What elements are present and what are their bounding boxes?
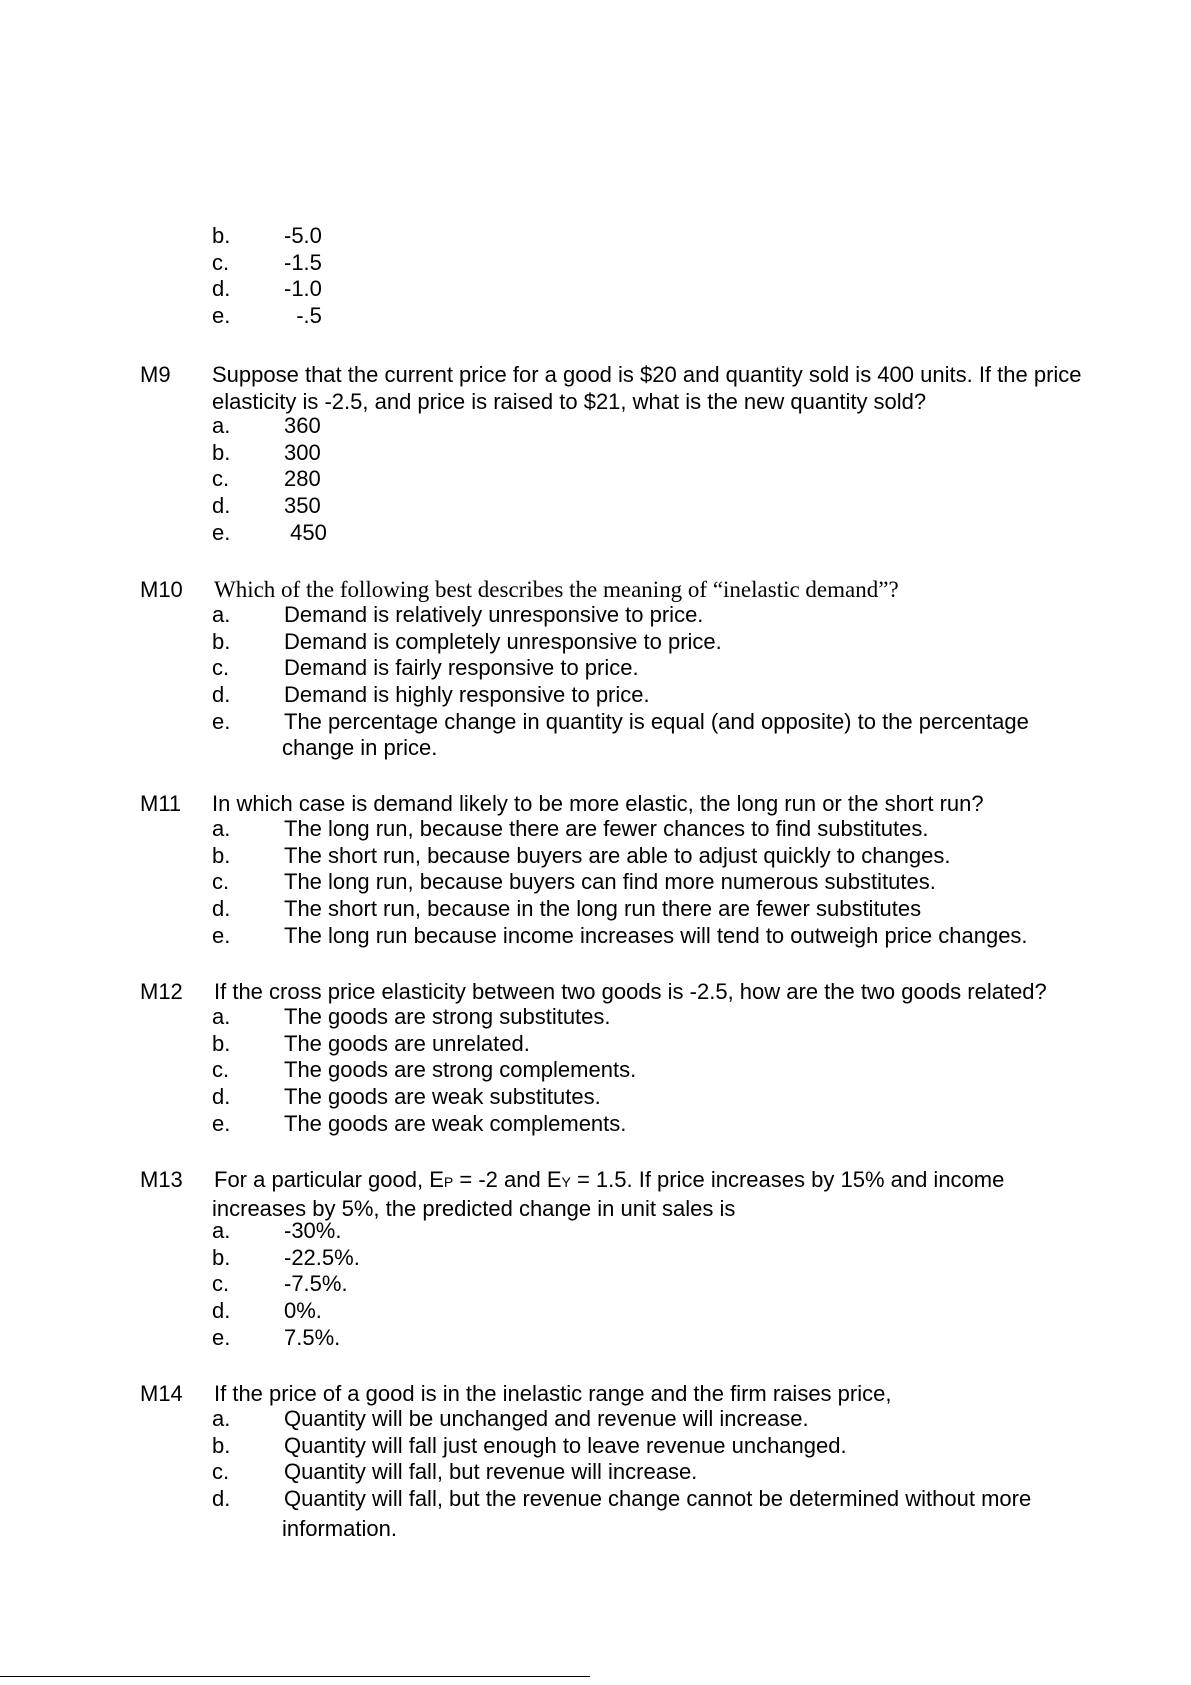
option-letter: e. <box>212 708 231 734</box>
question-line: elasticity is -2.5, and price is raised to $21, what is the new quantity sold? <box>212 388 927 414</box>
option <box>212 1218 360 1245</box>
option-text: -30%. <box>284 1218 342 1243</box>
option-letter: e. <box>212 922 231 948</box>
option-text: 350 <box>284 493 321 519</box>
question-text <box>214 1167 1184 1222</box>
question-number: M14 <box>140 1381 183 1406</box>
option-letter: a. <box>212 816 231 841</box>
option-text: -1.0 <box>284 276 322 302</box>
option-text: -5.0 <box>284 223 322 248</box>
option-text: -7.5%. <box>284 1271 348 1297</box>
options-m14 <box>212 1406 1031 1539</box>
option-letter: c. <box>212 655 230 681</box>
option-text: The goods are strong complements. <box>284 1057 637 1083</box>
option <box>212 816 1028 843</box>
option <box>212 1433 1031 1460</box>
option <box>212 1245 360 1272</box>
question-line: If the cross price elasticity between two goods is -2.5, how are the two goods related? <box>214 979 1047 1004</box>
option-text: -.5 <box>284 303 322 329</box>
option-text: Demand is relatively unresponsive to price. <box>284 602 704 627</box>
option <box>212 629 1029 656</box>
option <box>212 896 1028 923</box>
option-letter: a. <box>212 1406 231 1431</box>
option-letter: d. <box>212 276 231 302</box>
option-text: The percentage change in quantity is equal (and opposite) to the percentage <box>284 708 1029 734</box>
option <box>212 869 1028 896</box>
option <box>212 655 1029 682</box>
question-text <box>214 979 1184 1006</box>
option <box>212 276 322 303</box>
option-letter: b. <box>212 1030 231 1056</box>
option-letter: d. <box>212 896 231 922</box>
text-run: = -2 and E <box>453 1167 562 1192</box>
option <box>212 1298 360 1325</box>
option-letter: e. <box>212 303 231 329</box>
question-text <box>212 362 1182 415</box>
question-number: M9 <box>140 362 171 387</box>
option <box>212 923 1028 950</box>
options-m13 <box>212 1218 360 1351</box>
option <box>212 1486 1031 1513</box>
option-letter: e. <box>212 519 231 545</box>
question-number: M11 <box>140 791 182 816</box>
option <box>212 843 1028 870</box>
option <box>212 250 322 277</box>
option-letter: b. <box>212 628 231 654</box>
option <box>212 1459 1031 1486</box>
question-number: M13 <box>140 1167 183 1192</box>
subscript: P <box>443 1174 454 1190</box>
option-text: 360 <box>284 413 321 438</box>
option-letter: a. <box>212 1218 231 1243</box>
option-text: 7.5%. <box>284 1324 341 1350</box>
question-line: increases by 5%, the predicted change in unit sales is <box>212 1195 736 1221</box>
question-line: Suppose that the current price for a good is $20 and quantity sold is 400 units. If the price <box>212 362 1082 387</box>
option <box>212 1271 360 1298</box>
option-text: The goods are strong substitutes. <box>284 1004 611 1029</box>
footer-rule <box>0 1676 590 1677</box>
option-text: The goods are weak complements. <box>284 1110 627 1136</box>
option-letter: c. <box>212 466 230 492</box>
option-text: 0%. <box>284 1298 322 1324</box>
option <box>212 1406 1031 1433</box>
option-text: The goods are unrelated. <box>284 1030 530 1056</box>
option <box>212 413 327 440</box>
option <box>212 520 327 547</box>
option-letter: b. <box>212 439 231 465</box>
option-text: -22.5%. <box>284 1244 360 1270</box>
option-text: -1.5 <box>284 249 322 275</box>
question-number: M10 <box>140 577 183 602</box>
option-text: Demand is completely unresponsive to price. <box>284 628 722 654</box>
options-m9 <box>212 413 327 546</box>
option <box>212 1057 636 1084</box>
option-letter: c. <box>212 869 230 895</box>
option <box>212 493 327 520</box>
question-line: Which of the following best describes the meaning of “inelastic demand”? <box>214 577 899 602</box>
option-continuation: information. <box>282 1515 397 1541</box>
option <box>212 440 327 467</box>
option-text: The short run, because buyers are able to adjust quickly to changes. <box>284 842 951 868</box>
option-text: 280 <box>284 466 321 492</box>
question-text <box>214 577 1184 604</box>
option-letter: a. <box>212 413 231 438</box>
continuation-options <box>212 223 322 330</box>
question-text <box>212 791 1182 818</box>
option <box>212 602 1029 629</box>
question-line: In which case is demand likely to be more elastic, the long run or the short run? <box>212 791 984 816</box>
option-text: The goods are weak substitutes. <box>284 1084 601 1110</box>
option-letter: b. <box>212 842 231 868</box>
option-text: Demand is highly responsive to price. <box>284 682 650 708</box>
option-letter: c. <box>212 1271 230 1297</box>
option <box>212 1325 360 1352</box>
option-letter: a. <box>212 602 231 627</box>
option-letter: b. <box>212 1432 231 1458</box>
option-letter: c. <box>212 1057 230 1083</box>
option-letter: b. <box>212 223 231 248</box>
option-text: The long run because income increases will tend to outweigh price changes. <box>284 922 1028 948</box>
option-letter: d. <box>212 1084 231 1110</box>
option <box>212 709 1029 736</box>
text-run: For a particular good, E <box>214 1167 444 1192</box>
option <box>212 1004 636 1031</box>
option-text: Quantity will fall, but the revenue change cannot be determined without more <box>284 1486 1032 1512</box>
options-m12 <box>212 1004 636 1137</box>
option-letter: c. <box>212 1459 230 1485</box>
question-line <box>214 1167 1184 1196</box>
option-letter: e. <box>212 1110 231 1136</box>
option-continuation: change in price. <box>282 735 438 761</box>
option-text: The long run, because there are fewer chances to find substitutes. <box>284 816 929 841</box>
option <box>212 1084 636 1111</box>
option-letter: d. <box>212 1486 231 1512</box>
option-text: 450 <box>284 519 327 545</box>
option-text: Quantity will be unchanged and revenue will increase. <box>284 1406 809 1431</box>
option-letter: e. <box>212 1324 231 1350</box>
question-text <box>214 1381 1184 1408</box>
option-letter: c. <box>212 249 230 275</box>
question-number: M12 <box>140 979 183 1004</box>
option <box>212 466 327 493</box>
option-letter: d. <box>212 682 231 708</box>
option-letter: a. <box>212 1004 231 1029</box>
option-letter: d. <box>212 1298 231 1324</box>
option-text: Quantity will fall, but revenue will increase. <box>284 1459 698 1485</box>
question-line: If the price of a good is in the inelastic range and the firm raises price, <box>214 1381 892 1406</box>
option-text: The short run, because in the long run there are fewer substitutes <box>284 896 922 922</box>
option <box>212 303 322 330</box>
option <box>212 1031 636 1058</box>
option-letter: b. <box>212 1244 231 1270</box>
option-text: Demand is fairly responsive to price. <box>284 655 639 681</box>
option-text: Quantity will fall just enough to leave revenue unchanged. <box>284 1432 847 1458</box>
option-letter: d. <box>212 493 231 519</box>
options-m10 <box>212 602 1029 762</box>
option <box>212 682 1029 709</box>
option <box>212 223 322 250</box>
option <box>212 1111 636 1138</box>
text-run: = 1.5. If price increases by 15% and income <box>570 1167 1005 1192</box>
option-text: The long run, because buyers can find more numerous substitutes. <box>284 869 936 895</box>
option-text: 300 <box>284 439 321 465</box>
subscript: Y <box>561 1174 571 1190</box>
options-m11 <box>212 816 1028 949</box>
